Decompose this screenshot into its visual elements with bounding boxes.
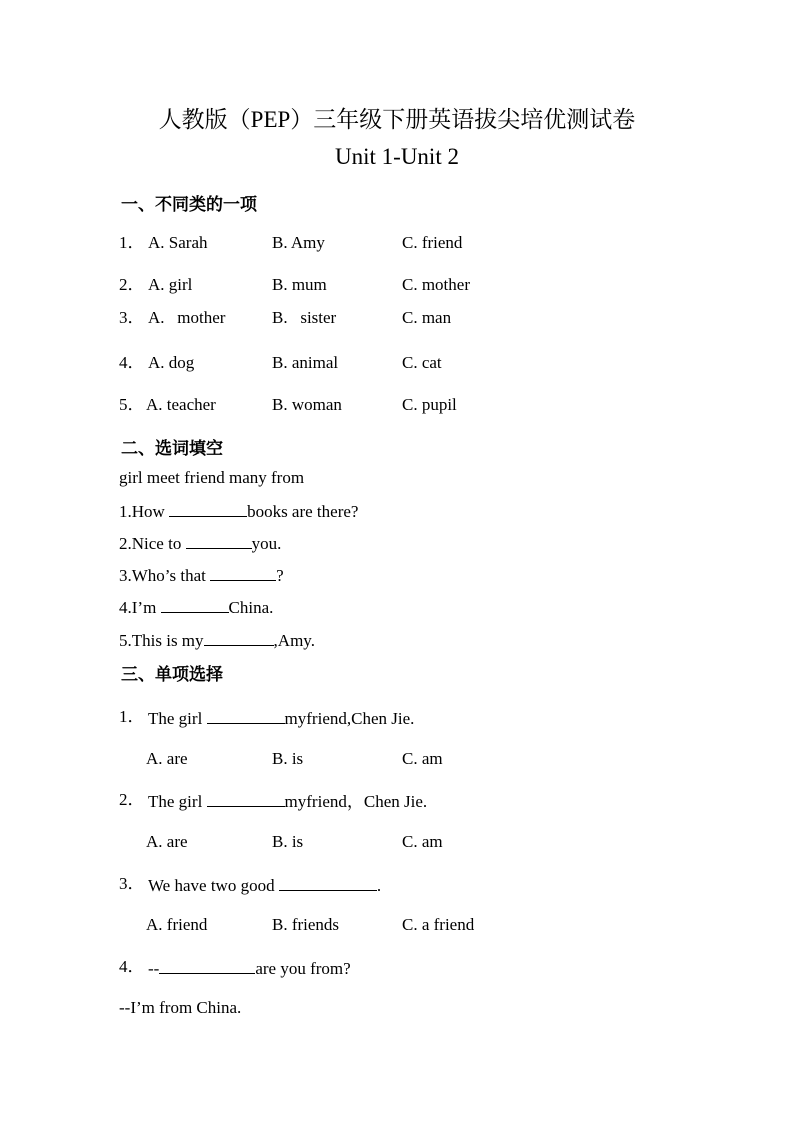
fill-question-1: [119, 499, 358, 523]
option-c: C. am: [402, 749, 443, 768]
section3-heading: 三、单项选择: [121, 665, 223, 685]
option-b: B. Amy: [272, 233, 325, 252]
question-text: books are there?: [247, 502, 359, 521]
answer-blank[interactable]: [169, 499, 247, 517]
question-text: 3.Who’s that: [119, 566, 211, 585]
question-stem: [148, 706, 414, 730]
option-c: C. man: [402, 308, 452, 327]
option-c: C. cat: [402, 353, 442, 372]
answer-blank[interactable]: [186, 531, 252, 549]
question-text: The girl: [148, 709, 207, 728]
page-title: 人教版（PEP）三年级下册英语拔尖培优测试卷: [158, 107, 636, 132]
question-text: 1.How: [119, 502, 170, 521]
option-a: A. Sarah: [148, 233, 208, 252]
question-text: We have two good: [148, 876, 279, 895]
question-number: 1．: [119, 707, 145, 726]
option-a: A. are: [146, 749, 188, 768]
question-text: are you from?: [255, 959, 351, 978]
option-a: A. are: [146, 832, 188, 851]
question-text: 5.This is my: [119, 631, 204, 650]
question-text: 2.Nice to: [119, 534, 186, 553]
answer-blank[interactable]: [204, 628, 274, 646]
question-text: --: [148, 959, 160, 978]
answer-blank[interactable]: [159, 956, 255, 974]
fill-question-4: [119, 595, 273, 619]
question-number: 3．: [119, 308, 145, 327]
option-b: B. friends: [272, 915, 340, 934]
fill-question-2: [119, 531, 281, 555]
question-number: 5．: [119, 395, 145, 414]
section1-heading: 一、不同类的一项: [121, 195, 257, 215]
option-c: C. a friend: [402, 915, 475, 934]
option-c: C. mother: [402, 275, 470, 294]
option-a: A. mother: [148, 308, 226, 327]
option-a: A. dog: [148, 353, 195, 372]
option-c: C. pupil: [402, 395, 457, 414]
option-b: B. woman: [272, 395, 342, 414]
question-number: 2．: [119, 790, 145, 809]
question-text: you.: [251, 534, 282, 553]
question-text: 4.I’m: [119, 598, 161, 617]
question-text: ,Amy.: [273, 631, 315, 650]
option-b: B. is: [272, 749, 304, 768]
question-text: .: [376, 876, 382, 895]
dialogue-answer: --I’m from China.: [119, 998, 242, 1017]
question-number: 4．: [119, 353, 145, 372]
question-text: myfriend,Chen Jie.: [284, 709, 415, 728]
question-number: 2．: [119, 275, 145, 294]
question-stem: [148, 873, 381, 897]
question-number: 1．: [119, 233, 145, 252]
question-text: The girl: [148, 792, 207, 811]
word-bank: girl meet friend many from: [119, 468, 305, 487]
option-c: C. am: [402, 832, 443, 851]
question-text: China.: [228, 598, 274, 617]
question-stem: [148, 789, 427, 813]
option-a: A. teacher: [146, 395, 216, 414]
question-number: 4．: [119, 957, 145, 976]
question-stem: [148, 956, 351, 980]
answer-blank[interactable]: [161, 595, 229, 613]
option-a: A. girl: [148, 275, 193, 294]
option-b: B. animal: [272, 353, 339, 372]
option-b: B. sister: [272, 308, 337, 327]
question-text: ?: [276, 566, 284, 585]
question-number: 3．: [119, 874, 145, 893]
question-text: myfriend，Chen Jie.: [284, 792, 428, 811]
option-a: A. friend: [146, 915, 208, 934]
answer-blank[interactable]: [279, 873, 377, 891]
fill-question-5: [119, 628, 315, 652]
option-c: C. friend: [402, 233, 463, 252]
option-b: B. mum: [272, 275, 327, 294]
section2-heading: 二、选词填空: [121, 439, 223, 459]
answer-blank[interactable]: [207, 706, 285, 724]
fill-question-3: [119, 563, 284, 587]
answer-blank[interactable]: [210, 563, 276, 581]
page-subtitle: Unit 1-Unit 2: [335, 144, 459, 169]
answer-blank[interactable]: [207, 789, 285, 807]
option-b: B. is: [272, 832, 304, 851]
